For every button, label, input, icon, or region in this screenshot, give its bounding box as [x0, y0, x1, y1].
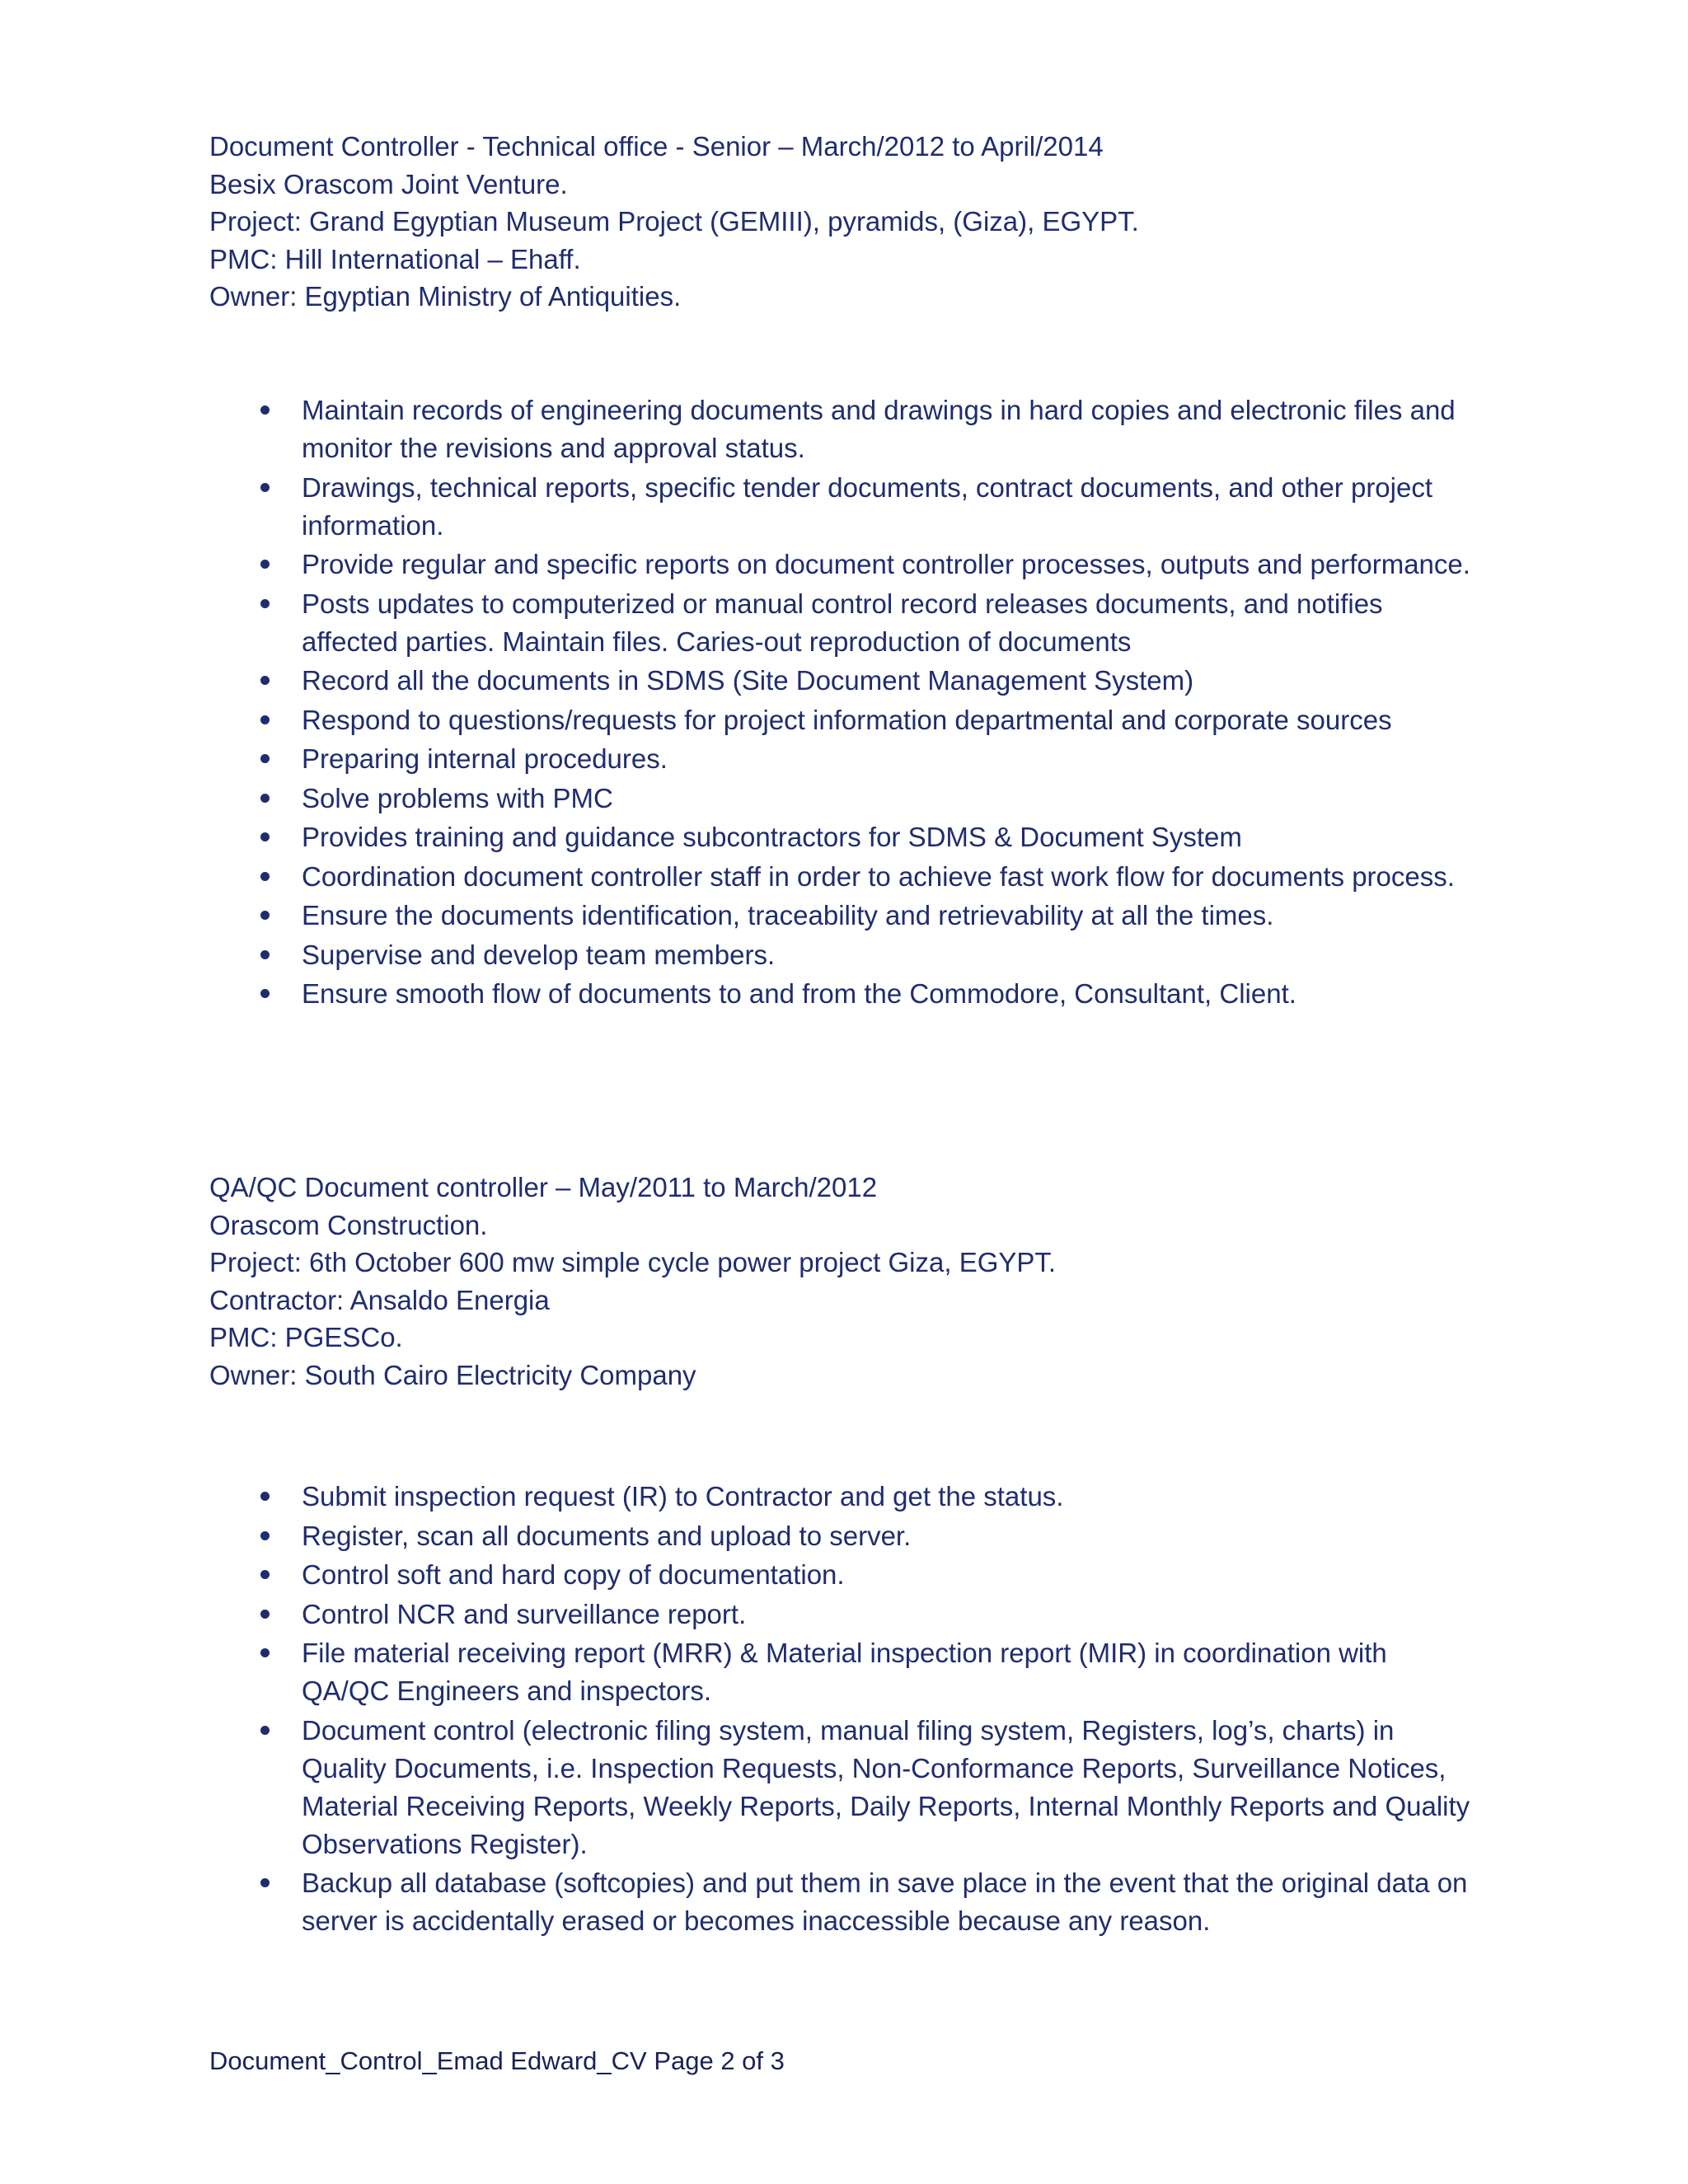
- list-item: Posts updates to computerized or manual control record releases documents, and notifies affected parties. Maintain files. Caries-out reproduction of documents: [209, 585, 1479, 661]
- list-item: Solve problems with PMC: [209, 780, 1479, 818]
- bullet-icon: [260, 872, 270, 881]
- list-item: Respond to questions/requests for project information departmental and corporate sources: [209, 701, 1479, 739]
- bullet-icon: [260, 832, 270, 841]
- job1-pmc: PMC: Hill International – Ehaff.: [209, 243, 581, 274]
- job2-company: Orascom Construction.: [209, 1209, 488, 1240]
- job2-project: Project: 6th October 600 mw simple cycle power project Giza, EGYPT.: [209, 1247, 1057, 1277]
- bullet-icon: [260, 1570, 270, 1579]
- list-item: Backup all database (softcopies) and put them in save place in the event that the original data on server is accidentally erased or becomes inaccessible because any reason.: [209, 1864, 1479, 1940]
- job2-owner: Owner: South Cairo Electricity Company: [209, 1359, 696, 1390]
- bullet-icon: [260, 794, 270, 803]
- bullet-icon: [260, 1648, 270, 1657]
- list-item: Document control (electronic filing system, manual filing system, Registers, log’s, charts) in Quality Documents, i.e. Inspection Requests, Non-Conformance Reports, Surveillance Notices, Material Receiving Reports, Weekly Reports, Daily Reports, Internal Monthly Reports and Quality Observations Register).: [209, 1712, 1479, 1863]
- list-item: Register, scan all documents and upload to server.: [209, 1517, 1479, 1555]
- list-item: Drawings, technical reports, specific tender documents, contract documents, and other project information.: [209, 469, 1479, 545]
- job2-contractor: Contractor: Ansaldo Energia: [209, 1284, 550, 1315]
- bullet-icon: [260, 715, 270, 724]
- job1-header: [209, 128, 1479, 316]
- list-item: Provide regular and specific reports on document controller processes, outputs and performance.: [209, 546, 1479, 583]
- job2-responsibilities: [209, 1478, 1479, 1942]
- list-item: Provides training and guidance subcontractors for SDMS & Document System: [209, 818, 1479, 856]
- job1-company: Besix Orascom Joint Venture.: [209, 168, 568, 199]
- job2-header: [209, 1169, 1479, 1394]
- bullet-icon: [260, 599, 270, 608]
- bullet-icon: [260, 1726, 270, 1735]
- job2-title: QA/QC Document controller – May/2011 to March/2012: [209, 1172, 878, 1202]
- list-item: Supervise and develop team members.: [209, 936, 1479, 974]
- list-item: Ensure smooth flow of documents to and from the Commodore, Consultant, Client.: [209, 975, 1479, 1013]
- page-footer: Document_Control_Emad Edward_CV Page 2 of 3: [209, 2046, 785, 2075]
- bullet-icon: [260, 560, 270, 569]
- bullet-icon: [260, 1531, 270, 1540]
- list-item: Submit inspection request (IR) to Contractor and get the status.: [209, 1478, 1479, 1516]
- list-item: Control NCR and surveillance report.: [209, 1596, 1479, 1633]
- job1-project: Project: Grand Egyptian Museum Project (GEMIII), pyramids, (Giza), EGYPT.: [209, 206, 1139, 237]
- bullet-icon: [260, 1878, 270, 1887]
- list-item: Coordination document controller staff in order to achieve fast work flow for documents process.: [209, 858, 1479, 896]
- bullet-icon: [260, 950, 270, 959]
- bullet-icon: [260, 989, 270, 998]
- list-item: Preparing internal procedures.: [209, 740, 1479, 778]
- list-item: Record all the documents in SDMS (Site Document Management System): [209, 662, 1479, 700]
- job1-responsibilities: [209, 391, 1479, 1015]
- list-item: Control soft and hard copy of documentation.: [209, 1556, 1479, 1594]
- list-item: Maintain records of engineering documents and drawings in hard copies and electronic files and monitor the revisions and approval status.: [209, 391, 1479, 467]
- job1-owner: Owner: Egyptian Ministry of Antiquities.: [209, 281, 682, 312]
- bullet-icon: [260, 483, 270, 492]
- bullet-icon: [260, 754, 270, 763]
- bullet-icon: [260, 676, 270, 685]
- bullet-icon: [260, 1492, 270, 1501]
- job2-pmc: PMC: PGESCo.: [209, 1322, 403, 1352]
- bullet-icon: [260, 1610, 270, 1619]
- bullet-icon: [260, 405, 270, 415]
- bullet-icon: [260, 911, 270, 920]
- list-item: Ensure the documents identification, traceability and retrievability at all the times.: [209, 897, 1479, 935]
- list-item: File material receiving report (MRR) & Material inspection report (MIR) in coordination with QA/QC Engineers and inspectors.: [209, 1634, 1479, 1710]
- job1-title: Document Controller - Technical office - Senior – March/2012 to April/2014: [209, 131, 1104, 162]
